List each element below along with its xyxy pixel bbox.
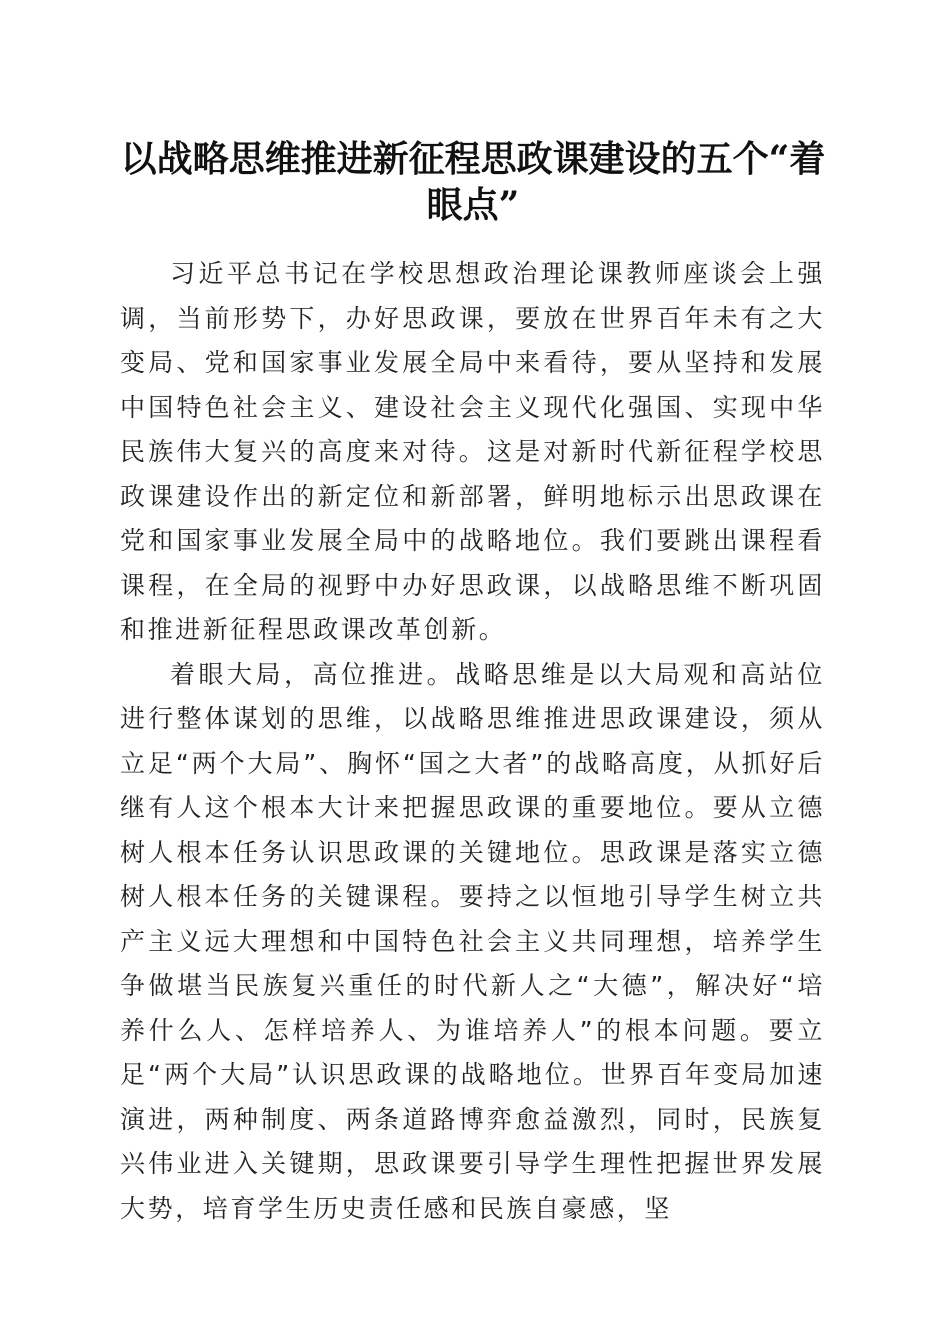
document-title: 以战略思维推进新征程思政课建设的五个“着眼点” bbox=[120, 138, 826, 226]
paragraph-2: 着眼大局，高位推进。战略思维是以大局观和高站位进行整体谋划的思维，以战略思维推进思政课建设，须从立足“两个大局”、胸怀“国之大者”的战略高度，从抓好后继有人这个根本大计来把握思政课的重要地位。要从立德树人根本任务认识思政课的关键地位。思政课是落实立德树人根本任务的关键课程。要持之以恒地引导学生树立共产主义远大理想和中国特色社会主义共同理想，培养学生争做堪当民族复兴重任的时代新人之“大德”，解决好“培养什么人、怎样培养人、为谁培养人”的根本问题。要立足“两个大局”认识思政课的战略地位。世界百年变局加速演进，两种制度、两条道路博弈愈益激烈，同时，民族复兴伟业进入关键期，思政课要引导学生理性把握世界发展大势，培育学生历史责任感和民族自豪感，坚 bbox=[120, 659, 825, 1223]
paragraph-1: 习近平总书记在学校思想政治理论课教师座谈会上强调，当前形势下，办好思政课，要放在世界百年未有之大变局、党和国家事业发展全局中来看待，要从坚持和发展中国特色社会主义、建设社会主义现代化强国、实现中华民族伟大复兴的高度来对待。这是对新时代新征程学校思政课建设作出的新定位和新部署，鲜明地标示出思政课在党和国家事业发展全局中的战略地位。我们要跳出课程看课程，在全局的视野中办好思政课，以战略思维不断巩固和推进新征程思政课改革创新。 bbox=[120, 259, 825, 644]
document-body bbox=[120, 252, 825, 1231]
